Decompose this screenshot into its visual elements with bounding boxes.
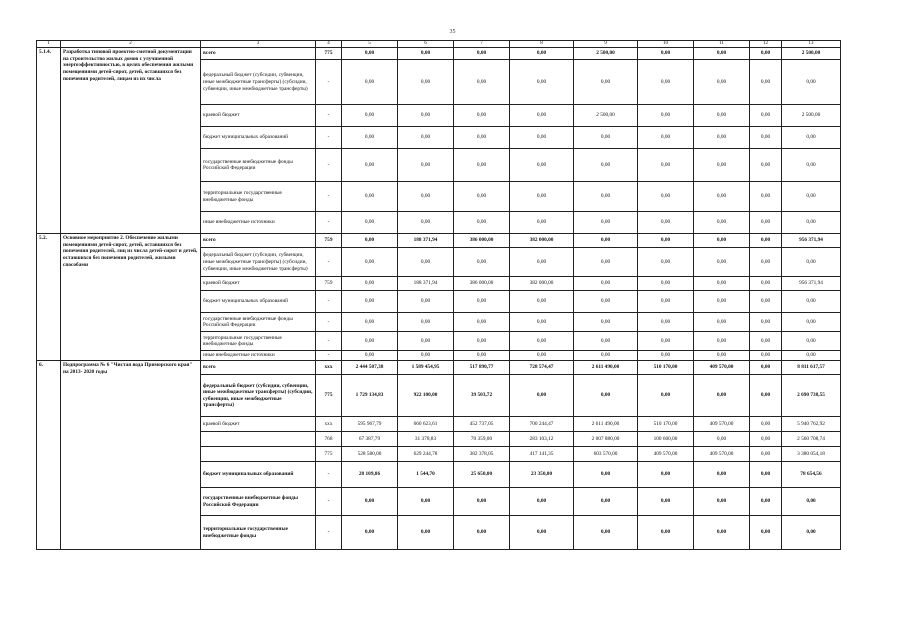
budget-code: -: [316, 105, 342, 127]
amount-cell: 0,00: [750, 105, 782, 127]
budget-code: 768: [316, 432, 342, 447]
amount-cell: 0,00: [694, 182, 750, 212]
amount-cell: 0,00: [638, 149, 694, 182]
amount-cell: 0,00: [638, 313, 694, 332]
amount-cell: 0,00: [510, 351, 574, 361]
amount-cell: 0,00: [398, 212, 454, 234]
amount-cell: 0,00: [574, 351, 638, 361]
budget-code: -: [316, 127, 342, 149]
budget-table: [36, 40, 841, 550]
amount-cell: 528 580,00: [342, 447, 398, 462]
amount-cell: 0,00: [398, 351, 454, 361]
amount-cell: 956 371,94: [782, 277, 841, 291]
amount-cell: 8 811 617,57: [782, 361, 841, 375]
amount-cell: 0,00: [750, 488, 782, 516]
amount-cell: 0,00: [694, 313, 750, 332]
amount-cell: 0,00: [694, 234, 750, 248]
amount-cell: 3 380 054,18: [782, 447, 841, 462]
amount-cell: 0,00: [574, 516, 638, 550]
amount-cell: 0,00: [782, 313, 841, 332]
amount-cell: 0,00: [510, 516, 574, 550]
amount-cell: 0,00: [782, 488, 841, 516]
amount-cell: 0,00: [638, 212, 694, 234]
amount-cell: 0,00: [510, 60, 574, 105]
amount-cell: 0,00: [342, 332, 398, 351]
amount-cell: 0,00: [342, 291, 398, 313]
amount-cell: 0,00: [454, 212, 510, 234]
amount-cell: 0,00: [638, 351, 694, 361]
amount-cell: 39 503,72: [454, 375, 510, 417]
amount-cell: 386 000,00: [454, 277, 510, 291]
amount-cell: 700 244,47: [510, 417, 574, 432]
amount-cell: 0,00: [342, 351, 398, 361]
amount-cell: 382 000,00: [510, 234, 574, 248]
amount-cell: 0,00: [342, 277, 398, 291]
amount-cell: 0,00: [574, 291, 638, 313]
amount-cell: 0,00: [510, 105, 574, 127]
funding-source: государственные внебюджетные фонды Российской Федерации: [201, 488, 316, 516]
funding-source: бюджет муниципальных образований: [201, 462, 316, 488]
column-number: 6: [398, 41, 454, 48]
amount-cell: 409 570,00: [694, 417, 750, 432]
amount-cell: 0,00: [398, 127, 454, 149]
amount-cell: 0,00: [638, 182, 694, 212]
amount-cell: 188 371,94: [398, 234, 454, 248]
amount-cell: 0,00: [694, 212, 750, 234]
amount-cell: 0,00: [694, 462, 750, 488]
budget-code: 759: [316, 277, 342, 291]
amount-cell: 386 000,00: [454, 234, 510, 248]
amount-cell: 0,00: [694, 488, 750, 516]
amount-cell: 0,00: [398, 332, 454, 351]
amount-cell: 0,00: [398, 182, 454, 212]
amount-cell: 660 623,61: [398, 417, 454, 432]
amount-cell: 0,00: [342, 48, 398, 60]
amount-cell: 0,00: [510, 291, 574, 313]
amount-cell: 2 500,00: [782, 105, 841, 127]
amount-cell: 0,00: [454, 182, 510, 212]
amount-cell: 0,00: [750, 313, 782, 332]
budget-code: ххх: [316, 417, 342, 432]
amount-cell: 0,00: [574, 277, 638, 291]
budget-code: 775: [316, 375, 342, 417]
amount-cell: 0,00: [510, 313, 574, 332]
budget-code: -: [316, 462, 342, 488]
amount-cell: 0,00: [750, 182, 782, 212]
amount-cell: 0,00: [342, 149, 398, 182]
amount-cell: 0,00: [510, 375, 574, 417]
funding-source: всего: [201, 234, 316, 248]
amount-cell: 0,00: [750, 291, 782, 313]
amount-cell: 517 890,77: [454, 361, 510, 375]
funding-source: бюджет муниципальных образований: [201, 291, 316, 313]
amount-cell: 0,00: [398, 248, 454, 277]
funding-source: федеральный бюджет (субсидии, субвенции, иные межбюджетные трансферты) (субсидии, субвенции, иные межбюджетные трансферты): [201, 375, 316, 417]
budget-code: 775: [316, 48, 342, 60]
amount-cell: 0,00: [342, 234, 398, 248]
amount-cell: 452 737,05: [454, 417, 510, 432]
amount-cell: 0,00: [750, 417, 782, 432]
amount-cell: 0,00: [454, 313, 510, 332]
amount-cell: 0,00: [454, 105, 510, 127]
amount-cell: 0,00: [638, 127, 694, 149]
amount-cell: 0,00: [574, 234, 638, 248]
amount-cell: 0,00: [694, 432, 750, 447]
amount-cell: 0,00: [454, 127, 510, 149]
amount-cell: 510 170,00: [638, 417, 694, 432]
amount-cell: 0,00: [510, 48, 574, 60]
amount-cell: 0,00: [574, 488, 638, 516]
budget-code: -: [316, 182, 342, 212]
budget-code: 775: [316, 447, 342, 462]
amount-cell: 0,00: [342, 516, 398, 550]
amount-cell: 1 729 134,83: [342, 375, 398, 417]
amount-cell: 0,00: [750, 332, 782, 351]
amount-cell: 0,00: [694, 248, 750, 277]
amount-cell: 0,00: [574, 375, 638, 417]
column-number: 8: [510, 41, 574, 48]
amount-cell: 67 387,79: [342, 432, 398, 447]
amount-cell: 0,00: [454, 332, 510, 351]
amount-cell: 2 611 490,00: [574, 361, 638, 375]
amount-cell: 0,00: [750, 212, 782, 234]
column-number: 9: [574, 41, 638, 48]
amount-cell: 0,00: [454, 291, 510, 313]
amount-cell: 0,00: [694, 375, 750, 417]
budget-code: 759: [316, 234, 342, 248]
amount-cell: 0,00: [398, 313, 454, 332]
budget-code: -: [316, 351, 342, 361]
amount-cell: 0,00: [782, 212, 841, 234]
amount-cell: 0,00: [574, 127, 638, 149]
funding-source: всего: [201, 48, 316, 60]
amount-cell: 0,00: [342, 248, 398, 277]
amount-cell: 0,00: [574, 182, 638, 212]
amount-cell: 0,00: [342, 127, 398, 149]
amount-cell: 0,00: [782, 351, 841, 361]
amount-cell: 922 100,00: [398, 375, 454, 417]
amount-cell: 0,00: [454, 248, 510, 277]
amount-cell: 0,00: [750, 351, 782, 361]
funding-source: краевой бюджет: [201, 105, 316, 127]
amount-cell: 0,00: [454, 149, 510, 182]
page-number: 35: [449, 29, 456, 35]
amount-cell: 0,00: [750, 361, 782, 375]
amount-cell: 0,00: [510, 488, 574, 516]
funding-source: иные внебюджетные источники: [201, 212, 316, 234]
section-name: Основное мероприятие 2. Обеспечение жилыми помещениями детей-сирот, детей, оставшихся без попечения родителей, лиц из числа детей-сирот и детей, оставшихся без попечения родителей, жилыми способами: [61, 234, 201, 361]
section-name: Подпрограмма № 6 "Чистая вода Приморского края" на 2013- 2020 годы: [61, 361, 201, 550]
section-number: 5.1.4.: [37, 48, 61, 234]
amount-cell: 956 371,94: [782, 234, 841, 248]
column-number-row: [37, 41, 841, 48]
amount-cell: 25 650,00: [454, 462, 510, 488]
amount-cell: 0,00: [782, 182, 841, 212]
amount-cell: 100 600,00: [638, 432, 694, 447]
amount-cell: 2 690 738,55: [782, 375, 841, 417]
funding-source: федеральный бюджет (субсидии, субвенции, иные межбюджетные трансферты) (субсидии, субвенции, иные межбюджетные трансферты): [201, 60, 316, 105]
amount-cell: 0,00: [342, 313, 398, 332]
amount-cell: 0,00: [782, 291, 841, 313]
amount-cell: 0,00: [342, 182, 398, 212]
amount-cell: 0,00: [638, 488, 694, 516]
funding-source: государственные внебюджетные фонды Российской Федерации: [201, 149, 316, 182]
amount-cell: 0,00: [574, 212, 638, 234]
funding-source: территориальные государственные внебюджетные фонды: [201, 332, 316, 351]
amount-cell: 0,00: [750, 516, 782, 550]
funding-source: [201, 447, 316, 462]
amount-cell: 0,00: [398, 516, 454, 550]
funding-source: иные внебюджетные источники: [201, 351, 316, 361]
amount-cell: 0,00: [638, 248, 694, 277]
amount-cell: 0,00: [638, 60, 694, 105]
amount-cell: 23 350,00: [510, 462, 574, 488]
section-number: 5.2.: [37, 234, 61, 361]
amount-cell: 2 500,00: [574, 48, 638, 60]
budget-code: -: [316, 332, 342, 351]
amount-cell: 0,00: [750, 375, 782, 417]
amount-cell: 409 570,00: [694, 447, 750, 462]
funding-source: краевой бюджет: [201, 417, 316, 432]
budget-code: -: [316, 313, 342, 332]
amount-cell: 0,00: [750, 149, 782, 182]
amount-cell: 417 141,35: [510, 447, 574, 462]
amount-cell: 0,00: [342, 488, 398, 516]
funding-source: [201, 432, 316, 447]
amount-cell: 0,00: [782, 516, 841, 550]
column-number: 10: [638, 41, 694, 48]
amount-cell: 0,00: [510, 182, 574, 212]
amount-cell: 0,00: [638, 462, 694, 488]
amount-cell: 0,00: [574, 332, 638, 351]
amount-cell: 0,00: [342, 105, 398, 127]
amount-cell: 1 589 454,95: [398, 361, 454, 375]
amount-cell: 0,00: [574, 248, 638, 277]
amount-cell: 0,00: [574, 462, 638, 488]
amount-cell: 0,00: [398, 105, 454, 127]
amount-cell: 0,00: [750, 60, 782, 105]
amount-cell: 0,00: [510, 332, 574, 351]
amount-cell: 0,00: [782, 127, 841, 149]
column-number: 1: [37, 41, 61, 48]
amount-cell: 0,00: [694, 332, 750, 351]
amount-cell: 0,00: [398, 60, 454, 105]
amount-cell: 0,00: [454, 488, 510, 516]
amount-cell: 0,00: [638, 105, 694, 127]
amount-cell: 0,00: [750, 248, 782, 277]
amount-cell: 0,00: [750, 127, 782, 149]
amount-cell: 0,00: [638, 277, 694, 291]
budget-code: ххх: [316, 361, 342, 375]
funding-source: всего: [201, 361, 316, 375]
amount-cell: 0,00: [454, 516, 510, 550]
section-number: 6.: [37, 361, 61, 550]
amount-cell: 510 170,00: [638, 361, 694, 375]
amount-cell: 0,00: [694, 351, 750, 361]
amount-cell: 0,00: [782, 248, 841, 277]
amount-cell: 0,00: [398, 48, 454, 60]
amount-cell: 283 103,12: [510, 432, 574, 447]
amount-cell: 0,00: [694, 105, 750, 127]
amount-cell: 28 109,86: [342, 462, 398, 488]
amount-cell: 0,00: [398, 488, 454, 516]
amount-cell: 0,00: [638, 48, 694, 60]
amount-cell: 2 007 880,00: [574, 432, 638, 447]
funding-source: бюджет муниципальных образований: [201, 127, 316, 149]
budget-code: -: [316, 488, 342, 516]
amount-cell: 0,00: [694, 291, 750, 313]
amount-cell: 0,00: [694, 277, 750, 291]
amount-cell: 0,00: [638, 375, 694, 417]
amount-cell: 0,00: [574, 313, 638, 332]
amount-cell: 603 570,00: [574, 447, 638, 462]
budget-code: -: [316, 516, 342, 550]
column-number: 5: [342, 41, 398, 48]
amount-cell: 0,00: [694, 149, 750, 182]
column-number: 2: [61, 41, 201, 48]
amount-cell: 0,00: [694, 60, 750, 105]
amount-cell: 0,00: [750, 48, 782, 60]
funding-source: федеральный бюджет (субсидии, субвенции, иные межбюджетные трансферты) (субсидии, субвенции, иные межбюджетные трансферты): [201, 248, 316, 277]
budget-code: -: [316, 291, 342, 313]
budget-code: -: [316, 60, 342, 105]
amount-cell: 2 560 708,74: [782, 432, 841, 447]
amount-cell: 0,00: [750, 432, 782, 447]
amount-cell: 0,00: [782, 149, 841, 182]
amount-cell: 0,00: [454, 48, 510, 60]
amount-cell: 2 611 490,00: [574, 417, 638, 432]
amount-cell: 0,00: [694, 127, 750, 149]
amount-cell: 0,00: [510, 248, 574, 277]
amount-cell: 0,00: [750, 447, 782, 462]
column-number: 4: [316, 41, 342, 48]
amount-cell: 2 444 507,38: [342, 361, 398, 375]
amount-cell: 0,00: [510, 149, 574, 182]
column-number: 3: [201, 41, 316, 48]
amount-cell: 0,00: [342, 60, 398, 105]
amount-cell: 0,00: [782, 332, 841, 351]
amount-cell: 0,00: [694, 516, 750, 550]
amount-cell: 728 574,47: [510, 361, 574, 375]
budget-code: -: [316, 149, 342, 182]
section-name: Разработка типовой проектно-сметной документации на строительство жилых домов с улучшенной энергоэффективностью, в целях обеспечения жилыми помещениями детей-сирот, детей, оставшихся без попечения родителей, лицам из их числа: [61, 48, 201, 234]
amount-cell: 382 000,00: [510, 277, 574, 291]
amount-cell: 0,00: [454, 351, 510, 361]
amount-cell: 0,00: [454, 60, 510, 105]
amount-cell: 0,00: [638, 516, 694, 550]
table-row: [37, 361, 841, 375]
amount-cell: 409 570,00: [694, 361, 750, 375]
amount-cell: 0,00: [510, 127, 574, 149]
amount-cell: 409 570,00: [638, 447, 694, 462]
amount-cell: 70 359,00: [454, 432, 510, 447]
amount-cell: 1 544,70: [398, 462, 454, 488]
amount-cell: 2 500,00: [782, 48, 841, 60]
table-row: [37, 48, 841, 60]
column-number: 13: [782, 41, 841, 48]
amount-cell: 0,00: [782, 60, 841, 105]
funding-source: краевой бюджет: [201, 277, 316, 291]
column-number: 11: [694, 41, 750, 48]
amount-cell: 0,00: [694, 48, 750, 60]
amount-cell: 595 967,79: [342, 417, 398, 432]
amount-cell: 382 378,05: [454, 447, 510, 462]
amount-cell: 188 371,94: [398, 277, 454, 291]
amount-cell: 0,00: [574, 60, 638, 105]
amount-cell: 2 500,00: [574, 105, 638, 127]
table-row: [37, 234, 841, 248]
amount-cell: 78 654,56: [782, 462, 841, 488]
amount-cell: 0,00: [638, 332, 694, 351]
amount-cell: 0,00: [398, 149, 454, 182]
column-number: 7: [454, 41, 510, 48]
amount-cell: 31 378,83: [398, 432, 454, 447]
amount-cell: 0,00: [510, 212, 574, 234]
budget-code: -: [316, 212, 342, 234]
amount-cell: 629 244,78: [398, 447, 454, 462]
amount-cell: 0,00: [638, 234, 694, 248]
budget-code: -: [316, 248, 342, 277]
funding-source: территориальные государственные внебюджетные фонды: [201, 516, 316, 550]
funding-source: государственные внебюджетные фонды Российской Федерации: [201, 313, 316, 332]
amount-cell: 0,00: [574, 149, 638, 182]
amount-cell: 0,00: [750, 462, 782, 488]
amount-cell: 0,00: [750, 277, 782, 291]
column-number: 12: [750, 41, 782, 48]
amount-cell: 5 940 762,92: [782, 417, 841, 432]
funding-source: территориальные государственные внебюджетные фонды: [201, 182, 316, 212]
amount-cell: 0,00: [398, 291, 454, 313]
amount-cell: 0,00: [638, 291, 694, 313]
amount-cell: 0,00: [750, 234, 782, 248]
amount-cell: 0,00: [342, 212, 398, 234]
